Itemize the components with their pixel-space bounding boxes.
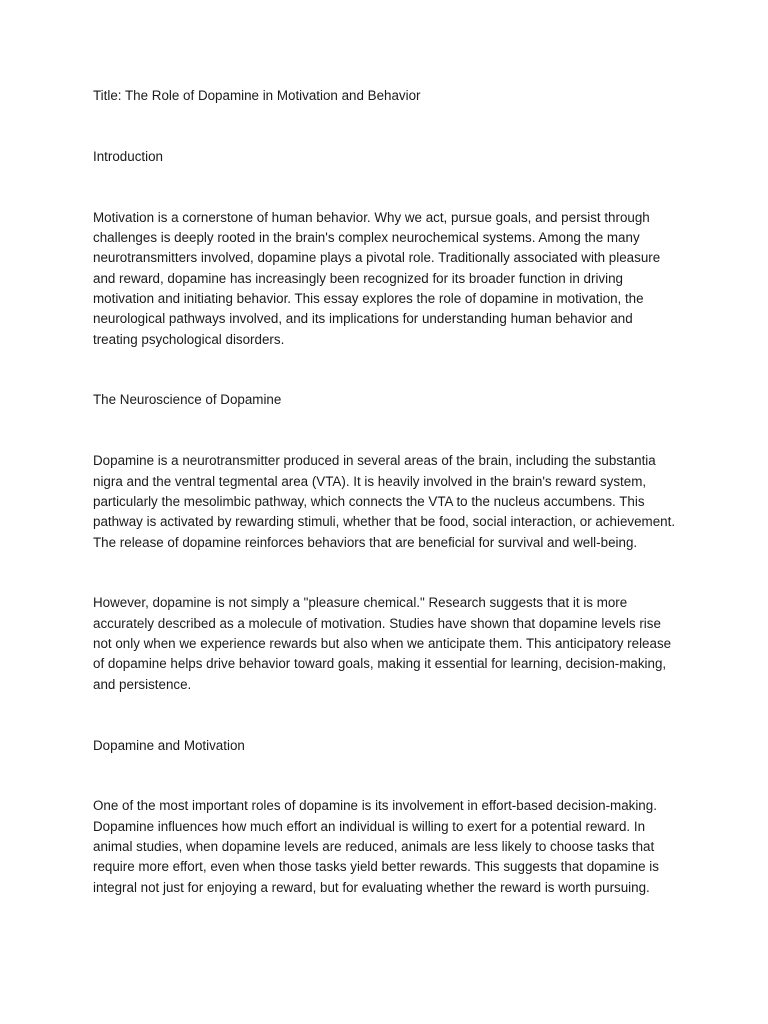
paragraph-introduction: Motivation is a cornerstone of human behavior. Why we act, pursue goals, and persist through challenges is deeply rooted in the brain's complex neurochemical systems. Among the many neurotransmitters involved, dopamine plays a pivotal role. Traditionally associated with pleasure and reward, dopamine has increasingly been recognized for its broader function in driving motivation and initiating behavior. This essay explores the role of dopamine in motivation, the neurological pathways involved, and its implications for understanding human behavior and treating psychological disorders. (93, 209, 661, 347)
paragraph-motivation-1: One of the most important roles of dopamine is its involvement in effort-based decision-making. Dopamine influences how much effort an individual is willing to exert for a potential reward. In animal studies, when dopamine levels are reduced, animals are less likely to choose tasks that require more effort, even when those tasks yield better rewards. This suggests that dopamine is integral not just for enjoying a reward, but for evaluating whether the reward is worth pursuing. (93, 798, 659, 895)
paragraph-neuroscience-2: However, dopamine is not simply a "pleasure chemical." Research suggests that it is more accurately described as a molecule of motivation. Studies have shown that dopamine levels rise not only when we experience rewards but also when we anticipate them. This anticipatory release of dopamine helps drive behavior toward goals, making it essential for learning, decision-making, and persistence. (93, 595, 672, 692)
document-title: Title: The Role of Dopamine in Motivation and Behavior (93, 88, 421, 103)
section-heading-introduction: Introduction (93, 148, 163, 164)
paragraph-neuroscience-1: Dopamine is a neurotransmitter produced in several areas of the brain, including the substantia nigra and the ventral tegmental area (VTA). It is heavily involved in the brain's reward system, particularly the mesolimbic pathway, which connects the VTA to the nucleus accumbens. This pathway is activated by rewarding stimuli, whether that be food, social interaction, or achievement. The release of dopamine reinforces behaviors that are beneficial for survival and well-being. (93, 453, 676, 550)
section-heading-neuroscience: The Neuroscience of Dopamine (93, 392, 282, 408)
document-body (93, 86, 678, 898)
section-heading-motivation: Dopamine and Motivation (93, 737, 245, 753)
